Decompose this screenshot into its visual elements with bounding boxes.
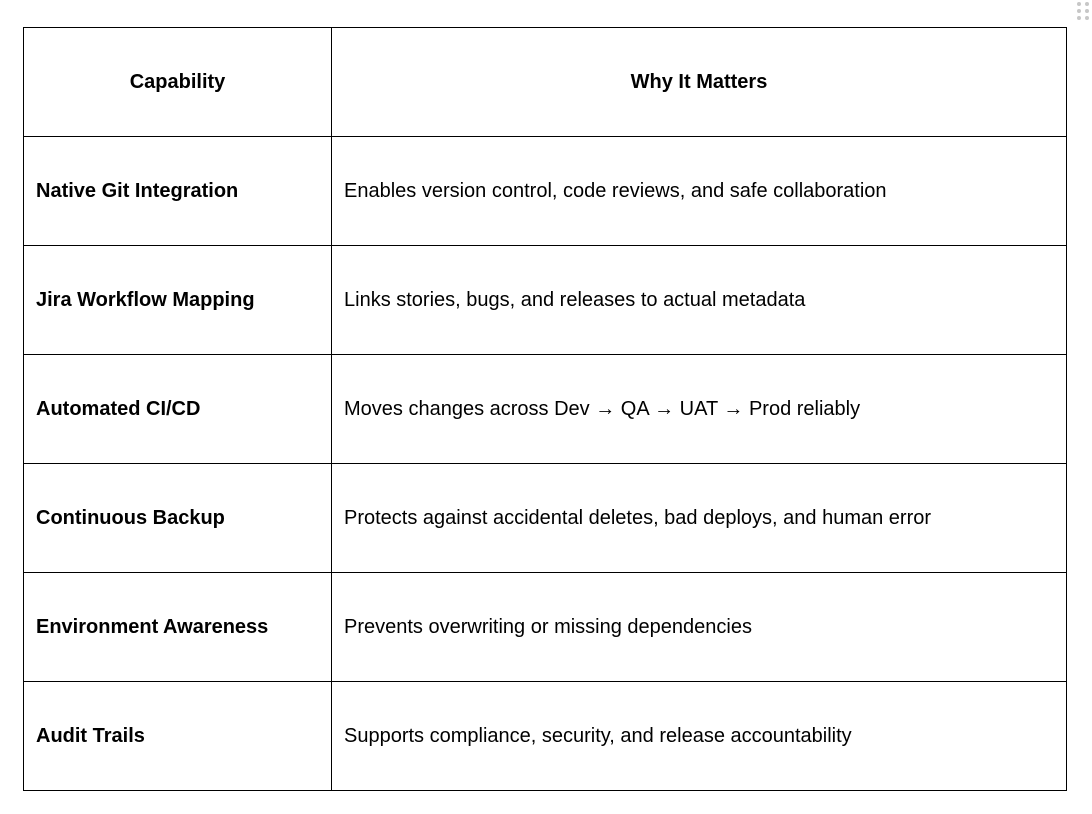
capability-cell: Jira Workflow Mapping: [24, 246, 332, 355]
table-row: [24, 573, 1067, 682]
why-it-matters-cell: Protects against accidental deletes, bad deploys, and human error: [332, 464, 1067, 573]
header-capability: Capability: [24, 28, 332, 137]
why-it-matters-cell: Links stories, bugs, and releases to actual metadata: [332, 246, 1067, 355]
table-row: [24, 464, 1067, 573]
table-row: [24, 355, 1067, 464]
drag-handle-icon[interactable]: [1074, 0, 1090, 22]
capability-table: [23, 27, 1067, 791]
capability-cell: Environment Awareness: [24, 573, 332, 682]
capability-cell: Automated CI/CD: [24, 355, 332, 464]
drag-handle-dot: [1085, 2, 1089, 6]
capability-table-container: [23, 27, 1066, 791]
table-row: [24, 246, 1067, 355]
drag-handle-dot: [1077, 9, 1081, 13]
capability-cell: Continuous Backup: [24, 464, 332, 573]
table-row: [24, 137, 1067, 246]
why-it-matters-cell: Prevents overwriting or missing dependencies: [332, 573, 1067, 682]
table-header-row: [24, 28, 1067, 137]
drag-handle-dot: [1077, 2, 1081, 6]
why-it-matters-cell: Moves changes across Dev → QA → UAT → Prod reliably: [332, 355, 1067, 464]
capability-cell: Audit Trails: [24, 682, 332, 791]
capability-cell: Native Git Integration: [24, 137, 332, 246]
why-it-matters-cell: Enables version control, code reviews, and safe collaboration: [332, 137, 1067, 246]
drag-handle-dot: [1077, 16, 1081, 20]
drag-handle-dot: [1085, 16, 1089, 20]
why-it-matters-cell: Supports compliance, security, and release accountability: [332, 682, 1067, 791]
table-row: [24, 682, 1067, 791]
drag-handle-dot: [1085, 9, 1089, 13]
header-why-it-matters: Why It Matters: [332, 28, 1067, 137]
